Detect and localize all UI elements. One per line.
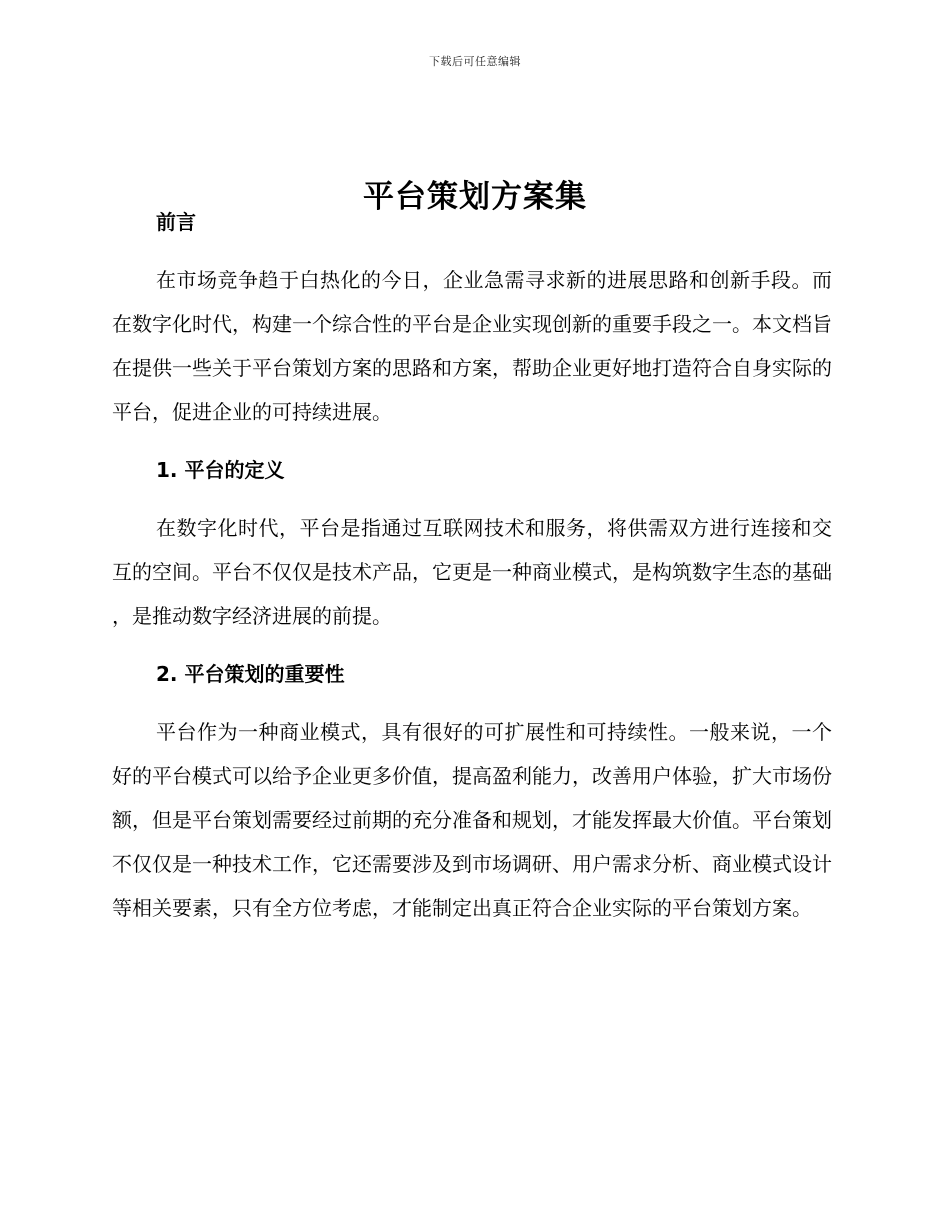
- section-heading: 前言: [156, 210, 196, 234]
- section-paragraph: 在市场竞争趋于白热化的今日，企业急需寻求新的进展思路和创新手段。而在数字化时代，构建一个综合性的平台是企业实现创新的重要手段之一。本文档旨在提供一些关于平台策划方案的思路和方案，帮助企业更好地打造符合自身实际的平台，促进企业的可持续进展。: [112, 268, 832, 424]
- section-platform-definition: [112, 452, 832, 638]
- document-body: [112, 204, 832, 930]
- section-preface: [112, 204, 832, 434]
- section-paragraph: 在数字化时代，平台是指通过互联网技术和服务，将供需双方进行连接和交互的空间。平台不仅仅是技术产品，它更是一种商业模式，是构筑数字生态的基础，是推动数字经济进展的前提。: [112, 516, 832, 628]
- section-planning-importance: [112, 656, 832, 930]
- document-title: 平台策划方案集: [363, 178, 587, 215]
- section-paragraph: 平台作为一种商业模式，具有很好的可扩展性和可持续性。一般来说，一个好的平台模式可以给予企业更多价值，提高盈利能力，改善用户体验，扩大市场份额，但是平台策划需要经过前期的充分准备和规划，才能发挥最大价值。平台策划不仅仅是一种技术工作，它还需要涉及到市场调研、用户需求分析、商业模式设计等相关要素，只有全方位考虑，才能制定出真正符合企业实际的平台策划方案。: [112, 720, 832, 920]
- section-heading: 2. 平台策划的重要性: [156, 662, 345, 686]
- page-header-note: 下载后可任意编辑: [429, 55, 521, 68]
- section-heading: 1. 平台的定义: [156, 458, 285, 482]
